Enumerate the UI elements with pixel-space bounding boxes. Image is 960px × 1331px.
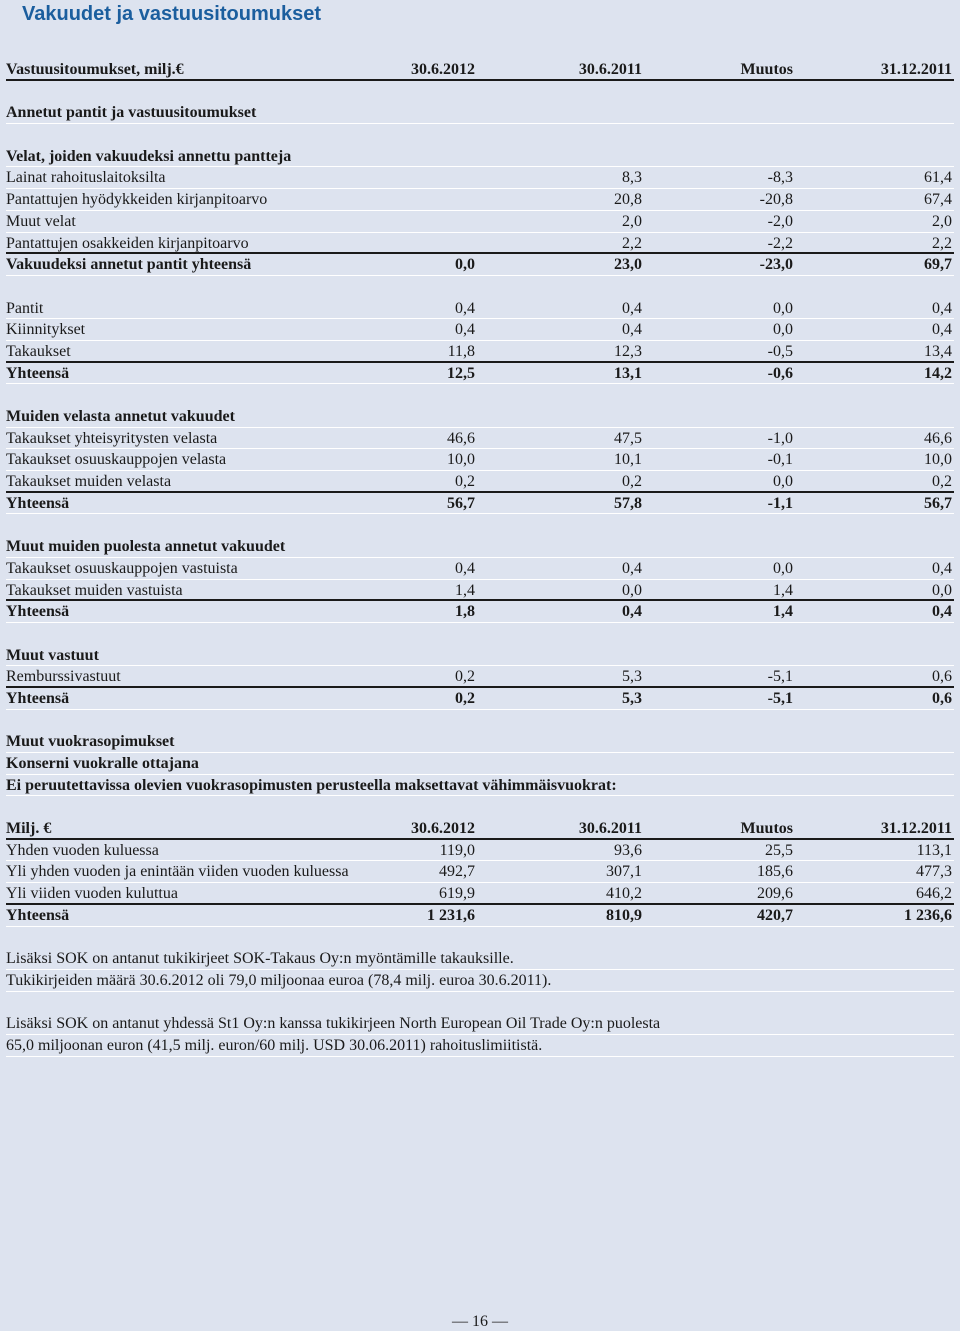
row-label: Lisäksi SOK on antanut yhdessä St1 Oy:n kanssa tukikirjeen North European Oil Trade Oy:n puolesta [6,1015,661,1033]
total-row [6,363,954,385]
cell-col-1: 0,4 [455,321,475,339]
row-label: Vastuusitoumukset, milj.€ [6,61,184,78]
cell-col-2: 5,3 [622,668,642,686]
spacer-row [6,927,954,949]
row-label: Yhteensä [6,603,70,621]
note-row [6,970,954,992]
cell-col-1: 1,8 [455,603,475,621]
row-label: Muut muiden puolesta annetut vakuudet [6,538,286,556]
cell-col-3: -5,1 [767,668,793,686]
row-label: Muiden velasta annetut vakuudet [6,408,235,425]
cell-col-3: -23,0 [759,256,793,274]
total-row [6,601,954,623]
cell-col-3: 0,0 [773,559,793,577]
cell-col-2: 30.6.2011 [578,61,642,78]
cell-col-4: 0,4 [932,603,952,621]
cell-col-3: Muutos [740,820,793,838]
row-label: Tukikirjeiden määrä 30.6.2012 oli 79,0 miljoonaa euroa (78,4 milj. euroa 30.6.2011). [6,971,552,989]
cell-col-3: 185,6 [757,863,793,881]
row-label: Velat, joiden vakuudeksi annettu pantteja [6,147,292,165]
page-title: Vakuudet ja vastuusitoumukset [22,3,321,25]
cell-col-1: 1 231,6 [427,906,475,924]
row-label: Konserni vuokralle ottajana [6,755,199,772]
table-row [6,449,954,471]
cell-col-3: -5,1 [767,689,793,707]
cell-col-3: -0,1 [767,451,793,469]
cell-col-2: 5,3 [622,689,642,707]
cell-col-2: 10,1 [614,451,642,469]
row-label: Yhteensä [6,364,70,382]
cell-col-1: 12,5 [447,364,475,382]
cell-col-3: Muutos [740,61,793,78]
section-heading-row [6,753,954,775]
cell-col-4: 0,6 [932,689,952,707]
cell-col-3: 0,0 [773,299,793,317]
cell-col-4: 13,4 [924,342,952,360]
note-row [6,948,954,970]
cell-col-2: 8,3 [622,169,642,187]
cell-col-3: -2,0 [767,212,793,230]
table-row [6,840,954,862]
cell-col-1: 11,8 [447,342,475,360]
spacer-row [6,710,954,732]
cell-col-3: -20,8 [759,191,793,209]
cell-col-4: 0,6 [932,668,952,686]
section-heading-row [6,102,954,124]
cell-col-2: 0,2 [622,473,642,491]
cell-col-2: 2,2 [622,234,642,252]
cell-col-2: 47,5 [614,429,642,447]
spacer-row [6,81,954,103]
cell-col-4: 0,4 [932,321,952,339]
cell-col-1: 0,4 [455,559,475,577]
section-heading-row [6,536,954,558]
row-label: Takaukset muiden velasta [6,473,172,491]
cell-col-4: 14,2 [924,364,952,382]
cell-col-4: 67,4 [924,191,952,209]
table-row [6,298,954,320]
cell-col-1: 492,7 [439,863,475,881]
cell-col-3: -2,2 [767,234,793,252]
spacer-row [6,623,954,645]
row-label: Muut vastuut [6,646,99,664]
row-label: Lisäksi SOK on antanut tukikirjeet SOK-Takaus Oy:n myöntämille takauksille. [6,950,514,968]
cell-col-3: 0,0 [773,321,793,339]
cell-col-2: 0,4 [622,299,642,317]
table-row [6,341,954,363]
table-row [6,883,954,905]
cell-col-4: 61,4 [924,169,952,187]
spacer-row [6,796,954,818]
spacer-row [6,992,954,1014]
cell-col-2: 307,1 [606,863,642,881]
cell-col-3: 1,4 [773,581,793,599]
cell-col-2: 12,3 [614,342,642,360]
table-row [6,189,954,211]
commitments-table [6,59,954,1057]
cell-col-2: 13,1 [614,364,642,382]
row-label: Lainat rahoituslaitoksilta [6,169,166,187]
cell-col-1: 10,0 [447,451,475,469]
cell-col-1: 0,0 [455,256,475,274]
cell-col-3: -0,5 [767,342,793,360]
row-label: Kiinnitykset [6,321,86,339]
cell-col-2: 57,8 [614,494,642,512]
row-label: Takaukset yhteisyritysten velasta [6,429,218,447]
total-row [6,254,954,276]
cell-col-1: 30.6.2012 [411,820,475,838]
cell-col-2: 0,4 [622,603,642,621]
cell-col-4: 2,0 [932,212,952,230]
total-row [6,905,954,927]
row-label: Pantattujen hyödykkeiden kirjanpitoarvo [6,191,268,209]
row-label: Yli yhden vuoden ja enintään viiden vuoden kuluessa [6,863,349,881]
table-row [6,167,954,189]
row-label: Yhteensä [6,689,70,707]
cell-col-3: 25,5 [765,841,793,859]
row-label: Pantattujen osakkeiden kirjanpitoarvo [6,234,249,252]
cell-col-1: 0,2 [455,668,475,686]
cell-col-2: 410,2 [606,885,642,903]
section-heading-row [6,775,954,797]
cell-col-4: 477,3 [916,863,952,881]
cell-col-2: 20,8 [614,191,642,209]
cell-col-1: 30.6.2012 [411,61,475,78]
note-row [6,1013,954,1035]
cell-col-3: 1,4 [773,603,793,621]
cell-col-2: 30.6.2011 [578,820,642,838]
cell-col-3: -1,0 [767,429,793,447]
section-heading-row [6,645,954,667]
cell-col-2: 810,9 [606,906,642,924]
table-row [6,580,954,602]
cell-col-4: 0,0 [932,581,952,599]
cell-col-2: 0,4 [622,321,642,339]
cell-col-4: 0,2 [932,473,952,491]
cell-col-1: 119,0 [439,841,475,859]
cell-col-1: 56,7 [447,494,475,512]
cell-col-3: -8,3 [767,169,793,187]
row-label: Remburssivastuut [6,668,121,686]
row-label: Takaukset muiden vastuista [6,581,183,599]
cell-col-4: 646,2 [916,885,952,903]
row-label: Vakuudeksi annetut pantit yhteensä [6,256,252,274]
total-row [6,493,954,515]
table-row [6,428,954,450]
cell-col-3: 0,0 [773,473,793,491]
cell-col-4: 69,7 [924,256,952,274]
row-label: Yhteensä [6,906,70,924]
row-label: Muut vuokrasopimukset [6,733,175,751]
spacer-row [6,514,954,536]
row-label: Takaukset osuuskauppojen vastuista [6,559,238,577]
row-label: Ei peruutettavissa olevien vuokrasopimusten perusteella maksettavat vähimmäisvuokrat: [6,776,617,794]
table-row [6,861,954,883]
row-label: 65,0 miljoonan euron (41,5 milj. euron/60 milj. USD 30.06.2011) rahoituslimiitistä. [6,1036,543,1054]
table-row [6,558,954,580]
cell-col-3: 420,7 [757,906,793,924]
row-label: Annetut pantit ja vastuusitoumukset [6,104,257,122]
cell-col-2: 93,6 [614,841,642,859]
cell-col-4: 0,4 [932,559,952,577]
cell-col-2: 2,0 [622,212,642,230]
row-label: Pantit [6,299,44,317]
table-row [6,319,954,341]
row-label: Yhteensä [6,494,70,512]
note-row [6,1035,954,1057]
cell-col-4: 2,2 [932,234,952,252]
column-header-row [6,59,954,81]
cell-col-1: 0,2 [455,473,475,491]
cell-col-4: 46,6 [924,429,952,447]
page-number: — 16 — [452,1313,508,1330]
cell-col-1: 619,9 [439,885,475,903]
cell-col-3: 209,6 [757,885,793,903]
table-row [6,666,954,688]
cell-col-4: 10,0 [924,451,952,469]
section-heading-row [6,146,954,168]
section-heading-row [6,731,954,753]
cell-col-4: 113,1 [916,841,952,859]
column-header-row [6,818,954,840]
row-label: Yhden vuoden kuluessa [6,841,159,859]
cell-col-1: 46,6 [447,429,475,447]
cell-col-1: 1,4 [455,581,475,599]
cell-col-2: 23,0 [614,256,642,274]
total-row [6,688,954,710]
row-label: Takaukset osuuskauppojen velasta [6,451,227,469]
spacer-row [6,384,954,406]
row-label: Takaukset [6,342,71,360]
table-row [6,211,954,233]
cell-col-3: -0,6 [767,364,793,382]
row-label: Milj. € [6,820,52,838]
table-row [6,471,954,493]
cell-col-1: 0,2 [455,689,475,707]
cell-col-2: 0,4 [622,559,642,577]
cell-col-4: 31.12.2011 [880,820,952,838]
cell-col-4: 0,4 [932,299,952,317]
row-label: Yli viiden vuoden kuluttua [6,885,178,903]
cell-col-4: 31.12.2011 [880,61,952,78]
cell-col-4: 1 236,6 [904,906,952,924]
spacer-row [6,276,954,298]
cell-col-4: 56,7 [924,494,952,512]
table-row [6,233,954,255]
section-heading-row [6,406,954,428]
cell-col-3: -1,1 [767,494,793,512]
row-label: Muut velat [6,212,76,230]
cell-col-1: 0,4 [455,299,475,317]
spacer-row [6,124,954,146]
cell-col-2: 0,0 [622,581,642,599]
